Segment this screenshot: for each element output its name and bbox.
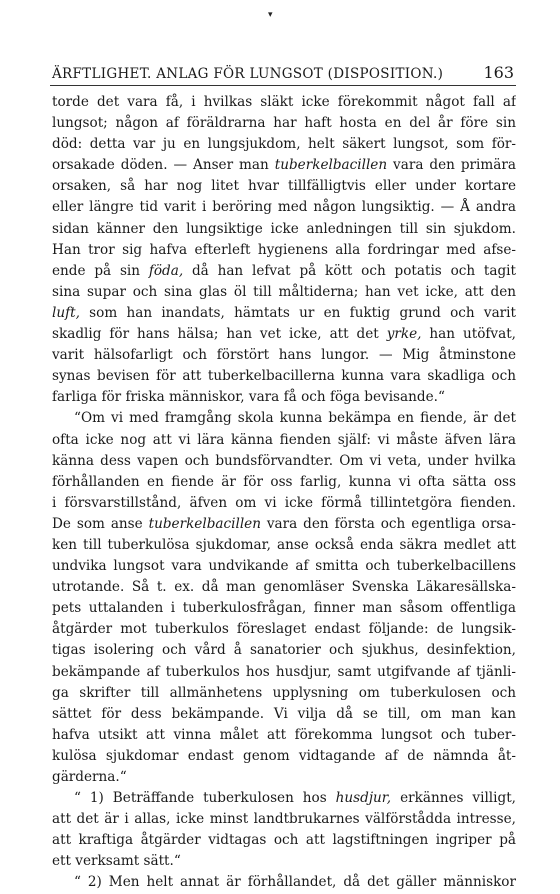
text-segment: då han lefvat på kött och potatis och tagit (183, 262, 516, 279)
page-number: 163 (483, 63, 514, 82)
text-segment: sättet för dess bekämpande. Vi vilja då se till, om man kan (52, 705, 516, 722)
text-segment: kulösa sjukdomar endast genom vidtagande af de nämnda åt- (52, 747, 516, 764)
header-title: ÄRFTLIGHET. ANLAG FÖR LUNGSOT (DISPOSITION.) (52, 66, 444, 82)
text-line (52, 788, 516, 809)
text-segment: undvika lungsot vara undvikande af smitta och tuberkelbacillens (52, 558, 516, 575)
text-line (52, 725, 516, 746)
text-segment: tigas isolering och vård å sanatorier och sjukhus, desinfektion, (52, 642, 516, 659)
text-line (52, 240, 516, 261)
text-line (52, 683, 516, 704)
text-segment: farliga för friska människor, vara få och föga bevisande.“ (52, 389, 445, 406)
text-segment: känna dess vapen och bundsförvandter. Om vi veta, under hvilka (52, 452, 516, 469)
text-line (52, 324, 516, 345)
text-line (52, 662, 516, 683)
text-line (52, 345, 516, 366)
text-line (52, 282, 516, 303)
text-line (52, 387, 516, 408)
text-segment: som han inandats, hämtats ur en fuktig grund och varit (79, 304, 516, 321)
text-segment: han utöfvat, (421, 326, 516, 343)
text-line (52, 577, 516, 598)
text-segment: ofta icke nog att vi lära känna fienden själf: vi måste äfven lära (52, 431, 516, 448)
text-line (52, 514, 516, 535)
text-line (52, 113, 516, 134)
italic-term: föda, (148, 262, 184, 279)
text-line (52, 176, 516, 197)
text-line (52, 430, 516, 451)
header-rule (50, 85, 516, 86)
text-segment: Han tror sig hafva efterleft hygienens alla fordringar med afse- (52, 241, 516, 258)
text-line (52, 408, 516, 429)
running-header (52, 63, 514, 82)
text-line (52, 556, 516, 577)
text-line (52, 598, 516, 619)
text-line (52, 851, 516, 872)
text-segment: gärderna.“ (52, 769, 127, 785)
text-segment: “Om vi med framgång skola kunna bekämpa en fiende, är det (74, 410, 516, 427)
text-line (52, 261, 516, 282)
text-line (52, 155, 516, 176)
text-line (52, 640, 516, 661)
text-segment: “ 1) Beträffande tuberkulosen hos (74, 790, 336, 807)
text-segment: erkännes villigt, (391, 790, 516, 807)
text-line (52, 619, 516, 640)
text-line (52, 92, 516, 113)
text-line (52, 219, 516, 240)
top-mark: ▾ (268, 10, 273, 20)
text-segment: sina supar och sina glas öl till måltiderna; han vet icke, att den (52, 283, 516, 300)
text-segment: vara den primära (387, 157, 516, 174)
text-line (52, 366, 516, 387)
text-line (52, 451, 516, 472)
text-segment: utrotande. Så t. ex. då man genomläser Svenska Läkaresällska- (52, 579, 516, 596)
text-line (52, 134, 516, 155)
text-segment: åtgärder mot tuberkulos föreslaget endast följande: de lungsik- (52, 621, 516, 638)
text-segment: varit hälsofarligt och förstört hans lungor. — Mig åtminstone (52, 347, 516, 364)
text-segment: ende på sin (52, 262, 149, 279)
text-segment: att det är i allas, icke minst landtbrukarnes välförstådda intresse, (52, 811, 516, 828)
italic-term: tuberkelbacillen (274, 157, 388, 174)
text-segment: orsakade döden. — Anser man (52, 157, 275, 174)
text-line (52, 472, 516, 493)
text-segment: hafva utsikt att vinna målet att förekomma lungsot och tuber- (52, 726, 516, 743)
text-segment: synas bevisen för att tuberkelbacillerna kunna vara skadliga och (52, 368, 516, 385)
text-line (52, 830, 516, 851)
text-segment: förhållanden en fiende är för oss farlig, kunna vi ofta sätta oss (52, 473, 516, 490)
text-segment: bekämpande af tuberkulos hos husdjur, samt utgifvande af tjänli- (52, 663, 516, 680)
text-segment: “ 2) Men helt annat är förhållandet, då det gäller människor (74, 874, 516, 891)
text-line (52, 303, 516, 324)
text-segment: orsaken, så har nog litet hvar tillfälligtvis eller under kortare (52, 178, 516, 195)
text-segment: i försvarstillstånd, äfven om vi icke förmå tillintetgöra fienden. (52, 494, 516, 511)
text-segment: torde det vara få, i hvilkas släkt icke förekommit något fall af (52, 94, 516, 110)
text-segment: vara den första och egentliga orsa- (260, 515, 516, 532)
text-line (52, 704, 516, 725)
italic-term: husdjur, (335, 790, 392, 807)
italic-term: luft, (52, 304, 80, 321)
text-segment: eller längre tid varit i beröring med någon lungsiktig. — Å andra (52, 199, 516, 216)
text-line (52, 872, 516, 893)
body-text (52, 92, 516, 894)
text-line (52, 767, 516, 788)
text-segment: död: detta var ju en lungsjukdom, helt säkert lungsot, som för- (52, 136, 516, 153)
text-segment: De som anse (52, 515, 149, 532)
text-line (52, 746, 516, 767)
text-segment: sidan känner den lungsiktige icke anledningen till sin sjukdom. (52, 220, 516, 237)
text-line (52, 493, 516, 514)
italic-term: tuberkelbacillen (148, 515, 261, 532)
text-segment: att kraftiga åtgärder vidtagas och att lagstiftningen ingriper på (52, 832, 516, 849)
text-segment: pets uttalanden i tuberkulosfrågan, finner man såsom offentliga (52, 600, 516, 617)
italic-term: yrke, (386, 326, 422, 343)
text-segment: ett verksamt sätt.“ (52, 853, 181, 870)
text-segment: lungsot; någon af föräldrarna har haft hosta en del år före sin (52, 115, 516, 132)
text-segment: ga skrifter till allmänhetens upplysning om tuberkulosen och (52, 684, 516, 701)
text-segment: skadlig för hans hälsa; han vet icke, att det (52, 326, 387, 343)
text-line (52, 197, 516, 218)
text-line (52, 535, 516, 556)
text-segment: ken till tuberkulösa sjukdomar, anse också enda säkra medlet att (52, 536, 516, 553)
